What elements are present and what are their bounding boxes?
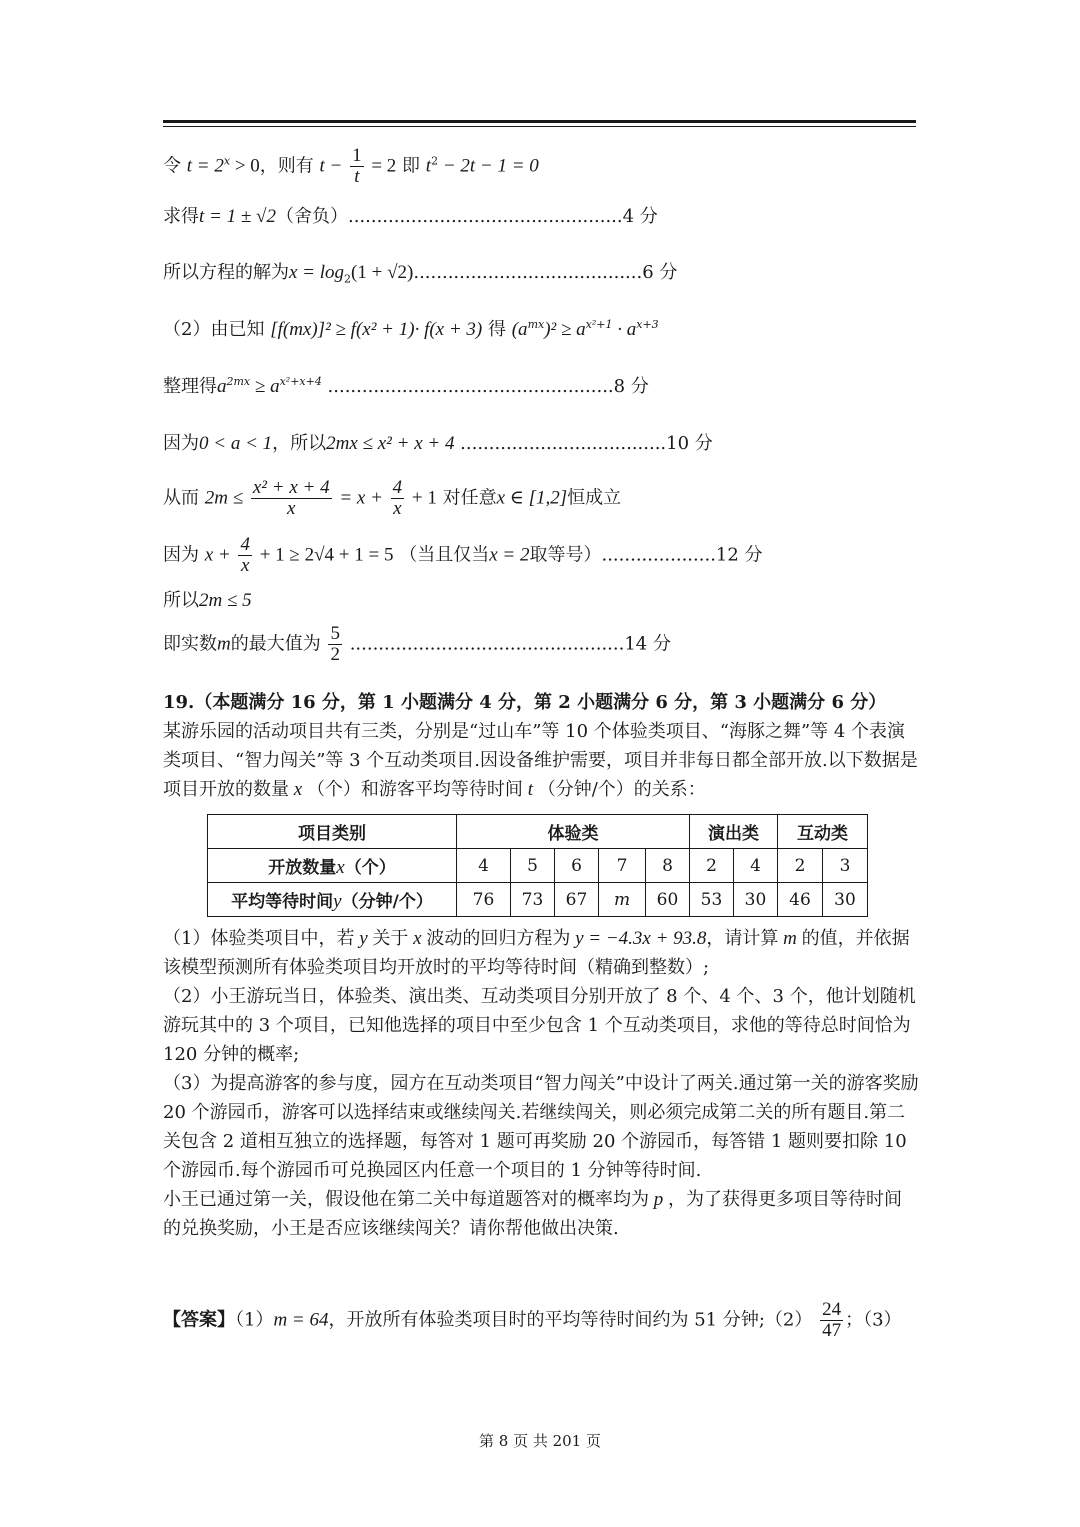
table-cell: 67 bbox=[555, 883, 599, 917]
problem-19-heading: 19.（本题满分 16 分，第 1 小题满分 4 分，第 2 小题满分 6 分，第 3 小题满分 6 分） bbox=[163, 692, 887, 713]
solution-line-8: 因为 x + $\frac{4}{x}$ + 1 ≥ 2√4 + 1 = 5 （当且仅当x = 2取等号）....................12 分 bbox=[163, 534, 763, 576]
solution-line-1: 令 $t = 2^x > 0$，则有 t − $\frac{1}{t}$ = 2 即 $t^2 - 2t - 1 = 0$ bbox=[163, 145, 539, 187]
data-table bbox=[207, 814, 868, 917]
table-header-row bbox=[208, 815, 868, 849]
table-header-show: 演出类 bbox=[690, 815, 778, 849]
table-cell: 76 bbox=[457, 883, 511, 917]
fraction-24-over-47: $\frac{24}{47}$ bbox=[822, 1299, 842, 1341]
page-footer: 第 8 页 共 201 页 bbox=[478, 1432, 601, 1450]
solution-line-7: 从而 2m ≤ $\frac{\text{x² + x + 4}}{x}$ = x + $\frac{4}{x}$ + 1 对任意x ∈ [1,2]恒成立 bbox=[163, 477, 622, 519]
table-row-label-count: 开放数量x（个） bbox=[208, 849, 457, 883]
table-cell: 4 bbox=[457, 849, 511, 883]
table-cell: 30 bbox=[734, 883, 778, 917]
table-cell: m bbox=[599, 883, 646, 917]
solution-line-2: 求得t = 1 ± √2（舍负）................................................4 分 bbox=[163, 206, 658, 227]
table-cell: 60 bbox=[646, 883, 690, 917]
header-rule-thick bbox=[163, 120, 916, 123]
table-row bbox=[208, 883, 868, 917]
question-3-continued: 小王已通过第一关，假设他在第二关中每道题答对的概率均为 p ，为了获得更多项目等待时间的兑换奖励，小王是否应该继续闯关？请你帮他做出决策. bbox=[163, 1189, 902, 1239]
table-cell: 5 bbox=[511, 849, 555, 883]
table-cell: 6 bbox=[555, 849, 599, 883]
table-cell: 7 bbox=[599, 849, 646, 883]
fraction-1-over-t: $\frac{1}{t}$ bbox=[352, 145, 362, 187]
fraction-quadratic-over-x: $\frac{\text{x² + x + 4}}{x}$ bbox=[252, 477, 330, 519]
table-cell: 4 bbox=[734, 849, 778, 883]
problem-19-questions bbox=[163, 924, 919, 1243]
solution-line-4: （2）由已知 [f(mx)]² ≥ f(x² + 1)· f(x + 3) 得 $(a^{mx})^2 \ge a^{x^2+1} \cdot a^{x+3}$ bbox=[163, 318, 659, 340]
answer-line: 【答案】（1）m = 64，开放所有体验类项目时的平均等待时间约为 51 分钟;（2） $\frac{24}{47}$ ；（3） bbox=[163, 1299, 902, 1341]
problem-19-intro: 某游乐园的活动项目共有三类，分别是“过山车”等 10 个体验类项目、“海豚之舞”等 4 个表演类项目、“智力闯关”等 3 个互动类项目.因设备维护需要，项目并非每日都全部开放.以下数据是项目开放的数量 x （个）和游客平均等待时间 t （分钟/个）的关系： bbox=[163, 721, 918, 800]
fraction-4-over-x: $\frac{4}{x}$ bbox=[392, 477, 403, 519]
solution-line-5: 整理得$a^{2mx} \ge a^{x^2+x+4}$ ..................................................8 分 bbox=[163, 375, 649, 397]
question-2: （2）小王游玩当日，体验类、演出类、互动类项目分别开放了 8 个、4 个、3 个，他计划随机游玩其中的 3 个项目，已知他选择的项目中至少包含 1 个互动类项目，求他的等待总时间恰为 120 分钟的概率; bbox=[163, 986, 916, 1065]
table-cell: 2 bbox=[778, 849, 823, 883]
table-row bbox=[208, 849, 868, 883]
question-1: （1）体验类项目中，若 y 关于 x 波动的回归方程为 y = −4.3x + 93.8，请计算 m 的值，并依据该模型预测所有体验类项目均开放时的平均等待时间（精确到整数）; bbox=[163, 928, 910, 978]
table-cell: 30 bbox=[823, 883, 868, 917]
table-cell: 73 bbox=[511, 883, 555, 917]
fraction-4-over-x-2: $\frac{4}{x}$ bbox=[240, 534, 250, 576]
solution-line-9: 所以2m ≤ 5 bbox=[163, 590, 252, 611]
table-header-category: 项目类别 bbox=[208, 815, 457, 849]
table-header-experience: 体验类 bbox=[457, 815, 690, 849]
table-row-label-wait: 平均等待时间y（分钟/个） bbox=[208, 883, 457, 917]
problem-19-block bbox=[163, 688, 919, 804]
table-header-interactive: 互动类 bbox=[778, 815, 868, 849]
header-rule-thin bbox=[163, 126, 916, 127]
solution-line-6: 因为0 < a < 1，所以2mx ≤ x² + x + 4 ....................................10 分 bbox=[163, 433, 713, 454]
table-cell: 53 bbox=[690, 883, 734, 917]
table-cell: 8 bbox=[646, 849, 690, 883]
table-cell: 2 bbox=[690, 849, 734, 883]
table-cell: 46 bbox=[778, 883, 823, 917]
question-3: （3）为提高游客的参与度，园方在互动类项目“智力闯关”中设计了两关.通过第一关的游客奖励 20 个游园币，游客可以选择结束或继续闯关.若继续闯关，则必须完成第二关的所有题目.第二关包含 2 道相互独立的选择题，每答对 1 题可再奖励 20 个游园币，每答错 1 题则要扣除 10 个游园币.每个游园币可兑换园区内任意一个项目的 1 分钟等待时间. bbox=[163, 1073, 919, 1181]
solution-line-10: 即实数m的最大值为 $\frac{5}{2}$ ................................................14 分 bbox=[163, 623, 671, 665]
solution-line-3: 所以方程的解为$x = \log_2(1 + √2)........................................6$ 分 bbox=[163, 262, 678, 286]
table-cell: 3 bbox=[823, 849, 868, 883]
fraction-5-over-2: $\frac{5}{2}$ bbox=[330, 623, 340, 665]
